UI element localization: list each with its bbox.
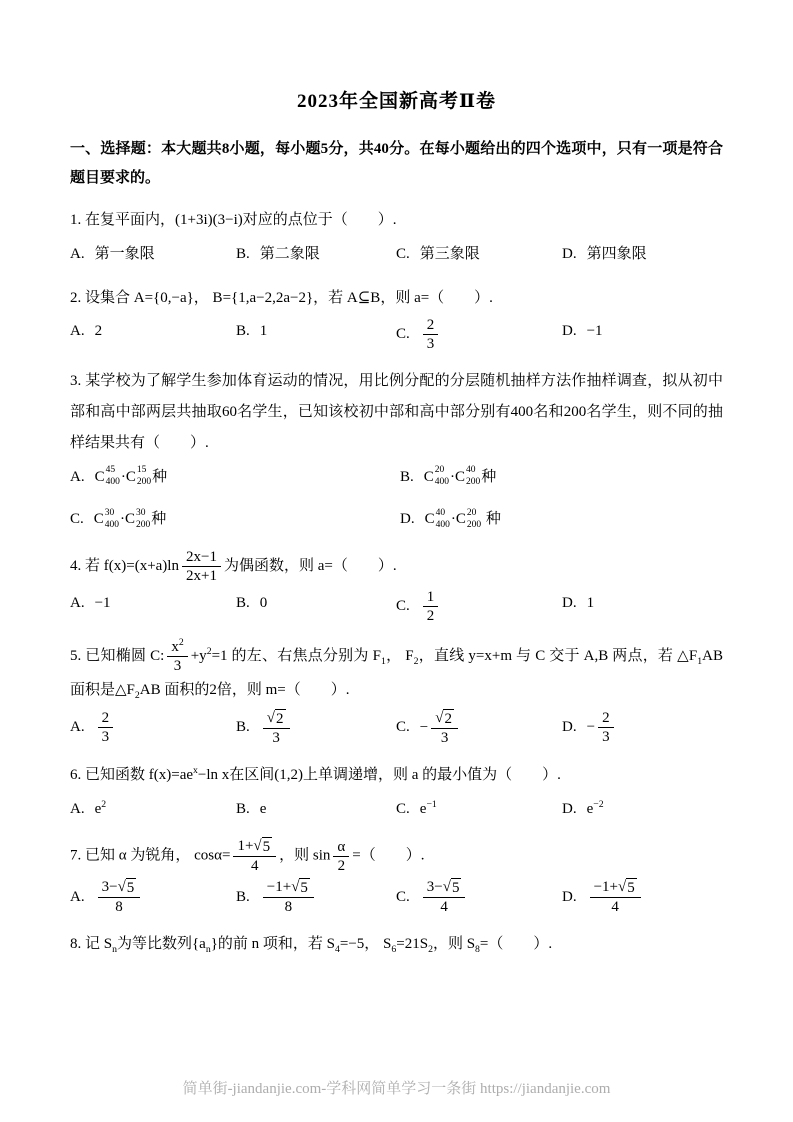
super-subscript: 30 200: [136, 507, 151, 530]
option-label: C.: [70, 511, 84, 528]
question-2: [70, 283, 723, 354]
option-label: B.: [236, 323, 250, 340]
option-label: C.: [396, 800, 410, 817]
question-5-stem: 5. 已知椭圆 C: $\frac{x^2}{3}$ $+y^2=1$ 的左、右焦点分别为 $F_1$， $F_2$，直线 y=x+m 与 C 交于 A,B 两点，若 $\triangle F_1AB$ 面积是$\triangle F_2AB$ 面积的2倍，则 m=（ ）.: [70, 637, 723, 701]
question-4-option-D: D. 1: [562, 595, 595, 611]
option-label: A.: [70, 888, 85, 905]
super-subscript: 20 200: [466, 507, 482, 530]
fraction: 3− √ 5 4: [423, 878, 466, 916]
page-title: 2023年全国新高考Ⅱ卷: [296, 91, 496, 112]
super-subscript: 40 400: [435, 507, 450, 530]
question-4-stem: 4. 若 f(x)=(x+a)ln $\frac{2x-1}{2x+1}$ 为偶函数，则 a=（ ）.: [70, 549, 397, 584]
fraction: √ 2 3: [431, 709, 458, 747]
question-4-option-A: A. −1: [70, 595, 111, 611]
sqrt-radical: √ 5: [117, 879, 135, 897]
sqrt-radical: √ 2: [266, 709, 284, 727]
option-label: B.: [236, 595, 250, 611]
question-7: [70, 837, 723, 916]
question-7-option-C: [396, 878, 562, 916]
fraction: −1+ √ 5 4: [590, 878, 641, 916]
sqrt-radical: √ 5: [253, 838, 271, 856]
fraction: √ 2 3: [263, 709, 290, 747]
question-5-options: [70, 709, 723, 747]
question-4: [70, 548, 723, 625]
sqrt-radical: √ 2: [435, 709, 452, 727]
question-4-option-C: [396, 588, 562, 625]
sqrt-radical: √ 5: [618, 879, 635, 897]
option-label: C.: [396, 326, 410, 343]
question-3-option-D: D. C 40 400 ·C 20 200 种: [400, 507, 501, 530]
option-label: A.: [70, 245, 85, 262]
fraction: 1+ √ 5 4: [233, 837, 276, 875]
question-7-stem: 7. 已知 α 为锐角， cosα= 1+ √ 5 4 ，则 sin $\frac{\alpha}{2}$ =（ ）.: [70, 838, 425, 875]
option-label: C.: [396, 719, 410, 736]
super-subscript: 15 200: [136, 465, 152, 488]
sqrt-radical: √ 5: [291, 879, 308, 897]
sqrt-radical: √ 5: [442, 879, 460, 897]
question-8-stem: 8. 记 $S_n$为等比数列$\{a_n\}$的前 n 项和，若 $S_4=-5$， $S_6=21S_2$，则 $S_8=$（ ）.: [70, 936, 553, 956]
question-6-option-D: D. $e^{-2}$: [562, 798, 604, 817]
question-3-option-A: A. C 45 400 ·C 15 200 种: [70, 465, 168, 488]
option-label: B.: [236, 719, 250, 736]
option-label: C.: [396, 597, 410, 614]
question-8: [70, 929, 723, 960]
question-6-option-A: A. $e^2$: [70, 798, 107, 817]
fraction: $\frac{1}{2}$: [423, 588, 439, 625]
option-label: B.: [400, 468, 414, 485]
question-2-options: [70, 316, 723, 353]
option-label: C.: [396, 888, 410, 905]
fraction: $\frac{x^2}{3}$: [167, 638, 187, 675]
super-subscript: 40 200: [466, 465, 481, 488]
question-5-option-B: [236, 709, 396, 747]
question-4-options: [70, 588, 723, 625]
option-label: C.: [396, 245, 410, 262]
question-3: [70, 366, 723, 535]
option-label: D.: [562, 800, 577, 817]
fraction: $\frac{2}{3}$: [598, 709, 614, 746]
question-5-option-A: [70, 709, 236, 747]
option-label: A.: [70, 323, 85, 340]
question-1-options: [70, 239, 723, 270]
question-6-option-C: C. $e^{-1}$: [396, 798, 437, 817]
question-3-options: [70, 462, 723, 536]
question-6-option-B: B. e: [236, 800, 267, 817]
question-5-option-D: D. − $\frac{2}{3}$: [562, 709, 723, 747]
question-7-option-A: [70, 878, 236, 916]
option-label: B.: [236, 245, 250, 262]
question-3-stem: 3. 某学校为了解学生参加体育运动的情况，用比例分配的分层随机抽样方法作抽样调查，拟从初中部和高中部两层共抽取60名学生，已知该校初中部和高中部分别有400名和200名学生，则不同的抽样结果共有（ ）.: [70, 373, 723, 451]
option-label: D.: [562, 595, 577, 611]
option-label: A.: [70, 595, 85, 611]
question-2-option-C: [396, 316, 562, 353]
question-7-options: [70, 878, 723, 916]
option-label: B.: [236, 800, 250, 817]
fraction: $\frac{2}{3}$: [98, 709, 114, 746]
question-1-option-A: A. 第一象限: [70, 245, 155, 262]
questions-container: [70, 205, 723, 960]
question-5-option-C: C. − √ 2 3: [396, 709, 562, 747]
option-label: D.: [562, 718, 577, 735]
option-label: D.: [400, 511, 415, 528]
question-1-stem: 1. 在复平面内，(1+3i)(3−i)对应的点位于（ ）.: [70, 212, 397, 228]
question-6: [70, 760, 723, 825]
fraction: $\frac{\alpha}{2}$: [333, 838, 349, 875]
question-6-stem: 6. 已知函数 $f(x)=ae^x-\ln$ x在区间(1,2)上单调递增，则 a 的最小值为（ ）.: [70, 764, 561, 783]
option-label: B.: [236, 888, 250, 905]
option-label: D.: [562, 245, 577, 262]
super-subscript: 20 400: [434, 465, 450, 488]
option-label: A.: [70, 718, 85, 735]
question-4-option-B: B. 0: [236, 595, 268, 611]
question-1-option-C: C. 第三象限: [396, 245, 480, 262]
question-2-option-A: A. 2: [70, 323, 103, 340]
question-1-option-B: B. 第二象限: [236, 245, 320, 262]
option-label: D.: [562, 323, 577, 340]
footer-watermark: 简单街-jiandanjie.com-学科网简单学习一条街 https://jiandanjie.com: [182, 1081, 611, 1097]
option-label: D.: [562, 888, 577, 905]
fraction: −1+ √ 5 8: [263, 878, 314, 916]
super-subscript: 45 400: [105, 465, 120, 488]
question-5: [70, 638, 723, 747]
question-3-option-B: B. C 20 400 ·C 40 200 种: [400, 465, 497, 488]
question-2-option-D: D. −1: [562, 323, 603, 340]
question-2-stem: 2. 设集合 A={0,−a}， B={1,a−2,2a−2}，若 A⊆B，则 a=（ ）.: [70, 289, 493, 306]
option-label: A.: [70, 800, 85, 817]
fraction: 3− √ 5 8: [98, 878, 141, 916]
question-2-option-B: B. 1: [236, 323, 268, 340]
option-label: A.: [70, 468, 85, 485]
question-3-option-C: C. C 30 400 ·C 30 200 种: [70, 507, 167, 530]
question-6-options: [70, 794, 723, 825]
question-7-option-D: [562, 878, 723, 916]
fraction: $\frac{2x-1}{2x+1}$: [182, 548, 221, 585]
super-subscript: 30 400: [104, 507, 120, 530]
question-1-option-D: D. 第四象限: [562, 245, 647, 262]
question-1: [70, 205, 723, 270]
question-7-option-B: [236, 878, 396, 916]
section-header: 一、选择题：本大题共8小题，每小题5分，共40分。在每小题给出的四个选项中，只有一项是符合题目要求的。: [70, 141, 723, 186]
fraction: $\frac{2}{3}$: [423, 316, 439, 353]
